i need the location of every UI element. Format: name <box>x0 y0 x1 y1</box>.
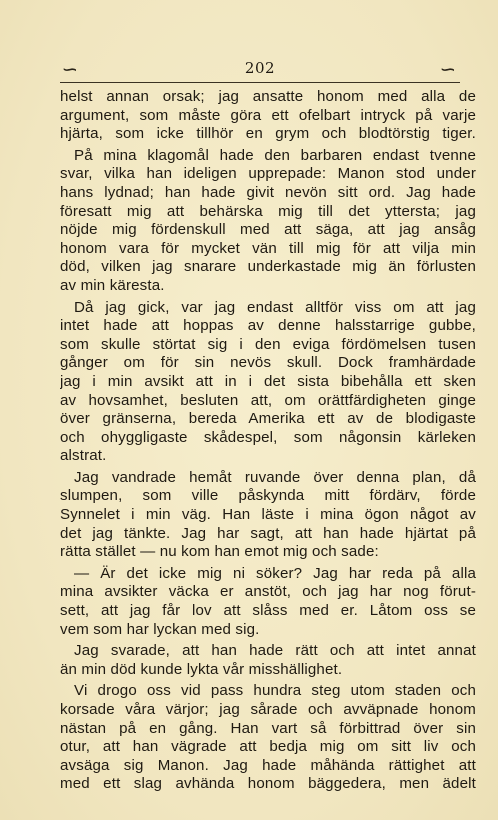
text-line: svar, vilka han ideligen upprepade: Manon stod under <box>60 165 476 183</box>
text-line: jag i min avsikt att in i det sista bibehålla ett sken <box>60 372 476 390</box>
paragraph <box>60 147 476 296</box>
text-line: avsäga sig Manon. Jag hade måhända rättighet att <box>60 756 476 774</box>
text-line: korsade våra värjor; jag sårade och avväpnade honom <box>60 701 476 718</box>
text-line: över gränserna, bereda Amerika ett av de blodigaste <box>60 410 476 428</box>
text-line: Synnelet i min väg. Han läste i mina ögon något av <box>60 506 476 524</box>
text-line: helst annan orsak; jag ansatte honom med alla de <box>60 88 476 105</box>
text-line: hjärta, som icke tillhör en grym och blodtörstig tiger. <box>60 125 476 143</box>
text-line: Vi drogo oss vid pass hundra steg utom staden och <box>74 682 476 700</box>
text-line: än min död kunde lykta vår misshällighet. <box>60 660 343 678</box>
text-line: av hovsamhet, besluten att, om orättfärdigheten ginge <box>60 391 476 409</box>
text-line: argument, som måste göra ett ofelbart intryck på varje <box>60 106 476 124</box>
paragraph <box>60 565 476 639</box>
text-line: slumpen, som ville påskynda mitt fördärv, förde <box>60 487 476 505</box>
text-line: hans lydnad; han hade givit nevön sitt ord. Jag hade <box>60 183 476 201</box>
paragraph <box>60 88 476 144</box>
text-line: På mina klagomål hade den barbaren endast tvenne <box>74 146 476 164</box>
body-text <box>60 88 476 797</box>
text-line: Jag svarade, att han hade rätt och att intet annat <box>74 642 476 660</box>
text-line: intet hade att hoppas av denne halsstarrige gubbe, <box>60 317 476 335</box>
page-header <box>60 58 460 84</box>
ornament-left-icon: ∽ <box>61 62 79 78</box>
text-line: Jag vandrade hemåt ruvande över denna plan, då <box>74 468 476 486</box>
text-line: rätta stället — nu kom han emot mig och sade: <box>60 543 379 561</box>
text-line: otur, att han vägrade att bedja mig om sitt liv och <box>60 738 476 756</box>
text-line: och ohyggligaste skådespel, som någonsin kärleken <box>60 428 476 446</box>
paragraph <box>60 299 476 466</box>
paragraph <box>60 469 476 562</box>
text-line: av min käresta. <box>60 276 165 294</box>
text-line: nöjde mig fördenskull med att säga, att jag ansåg <box>60 221 476 239</box>
text-line: död, vilken jag snarare underkastade mig än förlusten <box>60 258 476 276</box>
text-line: sett, att jag får lov att slåss med er. Låtom oss se <box>60 602 476 620</box>
paragraph <box>60 642 476 679</box>
text-line: föresatt mig att behärska mig till det yttersta; jag <box>60 202 476 220</box>
text-line: vem som har lyckan med sig. <box>60 620 260 638</box>
text-line: som skulle störtat sig i den eviga fördömelsen tusen <box>60 335 476 353</box>
text-line: gånger om för sin nevös skull. Dock framhärdade <box>60 354 476 372</box>
text-line: — Är det icke mig ni söker? Jag har reda på alla <box>74 564 476 582</box>
text-line: det jag tänkte. Jag har sagt, att han hade hjärtat på <box>60 524 476 542</box>
text-line: med ett slag avhända honom bäggedera, men ädelt <box>60 775 476 793</box>
text-line: nästan på en gång. Han vart så förbittrad över sin <box>60 719 476 737</box>
paragraph <box>60 682 476 794</box>
text-line: Då jag gick, var jag endast alltför viss om att jag <box>74 298 476 316</box>
page-number: 202 <box>244 59 276 77</box>
text-line: honom vara för mycket vän till mig för att vilja min <box>60 239 476 257</box>
ornament-right-icon: ∽ <box>439 62 457 78</box>
text-line: mina avsikter väcka er anstöt, och jag har nog förut- <box>60 583 476 601</box>
header-rule <box>60 82 460 83</box>
text-line: alstrat. <box>60 447 107 465</box>
